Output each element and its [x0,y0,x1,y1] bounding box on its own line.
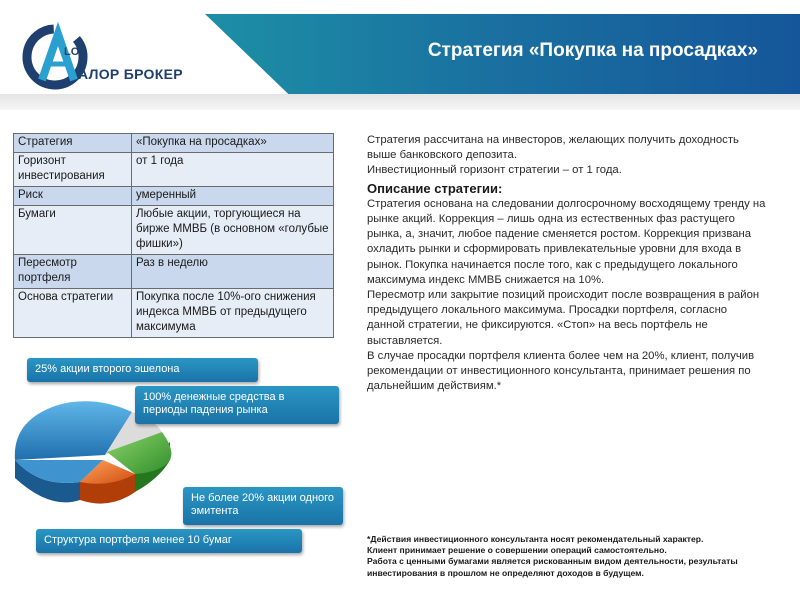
desc-heading: Описание стратегии: [367,180,503,196]
table-value: Любые акции, торгующиеся на бирже ММВБ (в основном «голубые фишки») [132,206,334,255]
table-key: Бумаги [14,206,132,255]
desc-horizon: Инвестиционный горизонт стратегии – от 1 года. [367,164,622,177]
table-value: Раз в неделю [132,255,334,289]
page-title: Стратегия «Покупка на просадках» [427,40,758,61]
callout-single-issuer-limit: Не более 20% акции одного эмитента [183,487,343,525]
callout-second-tier-stocks: 25% акции второго эшелона [27,358,258,382]
desc-intro: Стратегия рассчитана на инвесторов, желающих получить доходность выше банковского депозита. [367,134,739,162]
footnote-line-3: Работа с ценными бумагами является рискованным видом деятельности, результаты инвестирования в прошлом не определяют доходов в будущем. [367,556,738,578]
strategy-table [13,133,334,338]
table-value: умеренный [132,187,334,206]
table-key: Пересмотр портфеля [14,255,132,289]
table-key: Риск [14,187,132,206]
table-row [14,153,334,187]
table-key: Стратегия [14,134,132,153]
desc-paragraph-3: В случае просадки портфеля клиента более чем на 20%, клиент, получив рекомендации от инвестиционного консультанта, принимает решения по дальнейшим действиям.* [367,349,755,393]
disclaimer-footnote [367,534,777,579]
table-value: Покупка после 10%-ого снижения индекса ММВБ от предыдущего максимума [132,289,334,338]
desc-paragraph-1: Стратегия основана на следовании долгосрочному восходящему тренду на рынке акций. Коррекция – лишь одна из естественных фаз растущего рынка, а, значит, любое падение сменяется ростом. Коррекция призвана охладить рынки и сформировать привлекательные уровни для входа в рынок. Покупка начинается после того, как с предыдущего локального максимума индекс ММВБ снижается на 10%. [367,197,766,286]
table-key: Горизонт инвестирования [14,153,132,187]
callout-portfolio-structure: Структура портфеля менее 10 бумаг [36,529,302,553]
table-row [14,206,334,255]
table-row [14,255,334,289]
footnote-line-2: Клиент принимает решение о совершении операций самостоятельно. [367,545,667,556]
alor-logo [0,0,190,100]
logo-letters: LOR [64,46,88,58]
desc-paragraph-2: Пересмотр или закрытие позиций происходит после возвращения в район предыдущего локального максимума. Просадки портфеля, согласно данной стратегии, не фиксируются. «Стоп» на весь портфель не выставляется. [367,289,760,347]
footnote-line-1: *Действия инвестиционного консультанта носят рекомендательный характер. [367,534,704,544]
header-divider-band [0,94,800,110]
table-value: «Покупка на просадках» [132,134,334,153]
table-row [14,289,334,338]
table-value: от 1 года [132,153,334,187]
logo-name: АЛОР БРОКЕР [78,66,183,82]
table-row [14,187,334,206]
table-key: Основа стратегии [14,289,132,338]
strategy-description [367,133,767,394]
callout-cash-in-downturn: 100% денежные средства в периоды падения рынка [135,386,339,424]
table-row [14,134,334,153]
